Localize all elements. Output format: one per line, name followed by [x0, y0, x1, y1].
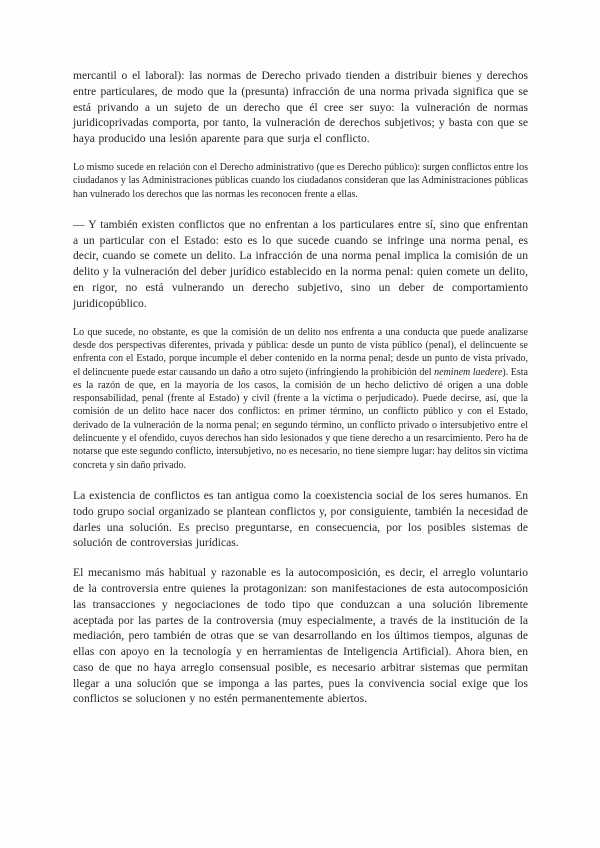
paragraph-administrative-law-note: Lo mismo sucede en relación con el Derecho administrativo (que es Derecho público): surgen conflictos entre los ciudadanos y las Administraciones públicas cuando los ciudadanos consideran que las Administraciones públicas han vulnerado los derechos que las normas les reconocen frente a ellas. — [73, 161, 528, 200]
note-segment-1: Lo que sucede, no obstante, es que la comisión de un delito nos enfrenta a una conducta que puede analizarse desde dos perspectivas diferentes, privada y pública: desde un punto de vista público (penal), el delincuente se enfrenta con el Estado, porque incumple el deber contenido en la norma penal; desde un punto de vista privado, el delincuente puede estar causando un daño a otro sujeto (infringiendo la prohibición del — [73, 326, 528, 378]
paragraph-conflict-existence: La existencia de conflictos es tan antigua como la coexistencia social de los seres humanos. En todo grupo social organizado se plantean conflictos y, por consiguiente, también la necesidad de darles una solución. Es preciso preguntarse, en consecuencia, por los posibles sistemas de solución de controversias jurídicas. — [73, 488, 528, 550]
paragraph-private-law: mercantil o el laboral): las normas de Derecho privado tienden a distribuir bienes y derechos entre particulares, de modo que la (presunta) infracción de una norma privada significa que se está privando a un sujeto de un derecho que él cree ser suyo: la vulneración de normas juridicoprivadas comporta, por tanto, la vulneración de derechos subjetivos; y basta con que se haya producido una lesión aparente para que surja el conflicto. — [73, 69, 528, 146]
note-segment-2: ). Esta es la razón de que, en la mayoría de los casos, la comisión de un hecho delictivo dé origen a una doble responsabilidad, penal (frente al Estado) y civil (frente a la víctima o perjudicado). Puede decirse, así, que la comisión de un delito hace nacer dos conflictos: en primer término, un conflicto público y con el Estado, derivado de la vulneración de la norma penal; en segundo término, un conflicto privado o intersubjetivo entre el delincuente y el ofendido, cuyos derechos han sido lesionados y que tiene derecho a un resarcimiento. Pero ha de notarse que este segundo conflicto, intersubjetivo, no es necesario, no tiene siempre lugar: hay delitos sin víctima concreta y sin daño privado. — [73, 366, 528, 471]
paragraph-crime-double-liability-note — [73, 326, 528, 472]
latin-phrase-neminem-laedere: neminem laedere — [434, 366, 503, 378]
paragraph-autocomposition: El mecanismo más habitual y razonable es la autocomposición, es decir, el arreglo voluntario de la controversia entre quienes la protagonizan: son manifestaciones de esta autocomposición las transacciones y negociaciones de todo tipo que conduzcan a una solución libremente aceptada por las partes de la controversia (muy especialmente, a través de la institución de la mediación, pero también de otras que se van desarrollando en los últimos tiempos, algunas de ellas con apoyo en la tecnología y en herramientas de Inteligencia Artificial). Ahora bien, en caso de que no haya arreglo consensual posible, es necesario arbitrar sistemas que permitan llegar a una solución que se imponga a las partes, pues la convivencia social exige que los conflictos se solucionen y no estén permanentemente abiertos. — [73, 566, 528, 706]
paragraph-state-conflicts: — Y también existen conflictos que no enfrentan a los particulares entre sí, sino que enfrentan a un particular con el Estado: esto es lo que sucede cuando se infringe una norma penal, es decir, cuando se comete un delito. La infracción de una norma penal implica la comisión de un delito y la vulneración del deber jurídico establecido en la norma penal: quien comete un delito, en rigor, no está vulnerando un derecho subjetivo, sino un deber de comportamiento juridicopúblico. — [73, 217, 528, 310]
